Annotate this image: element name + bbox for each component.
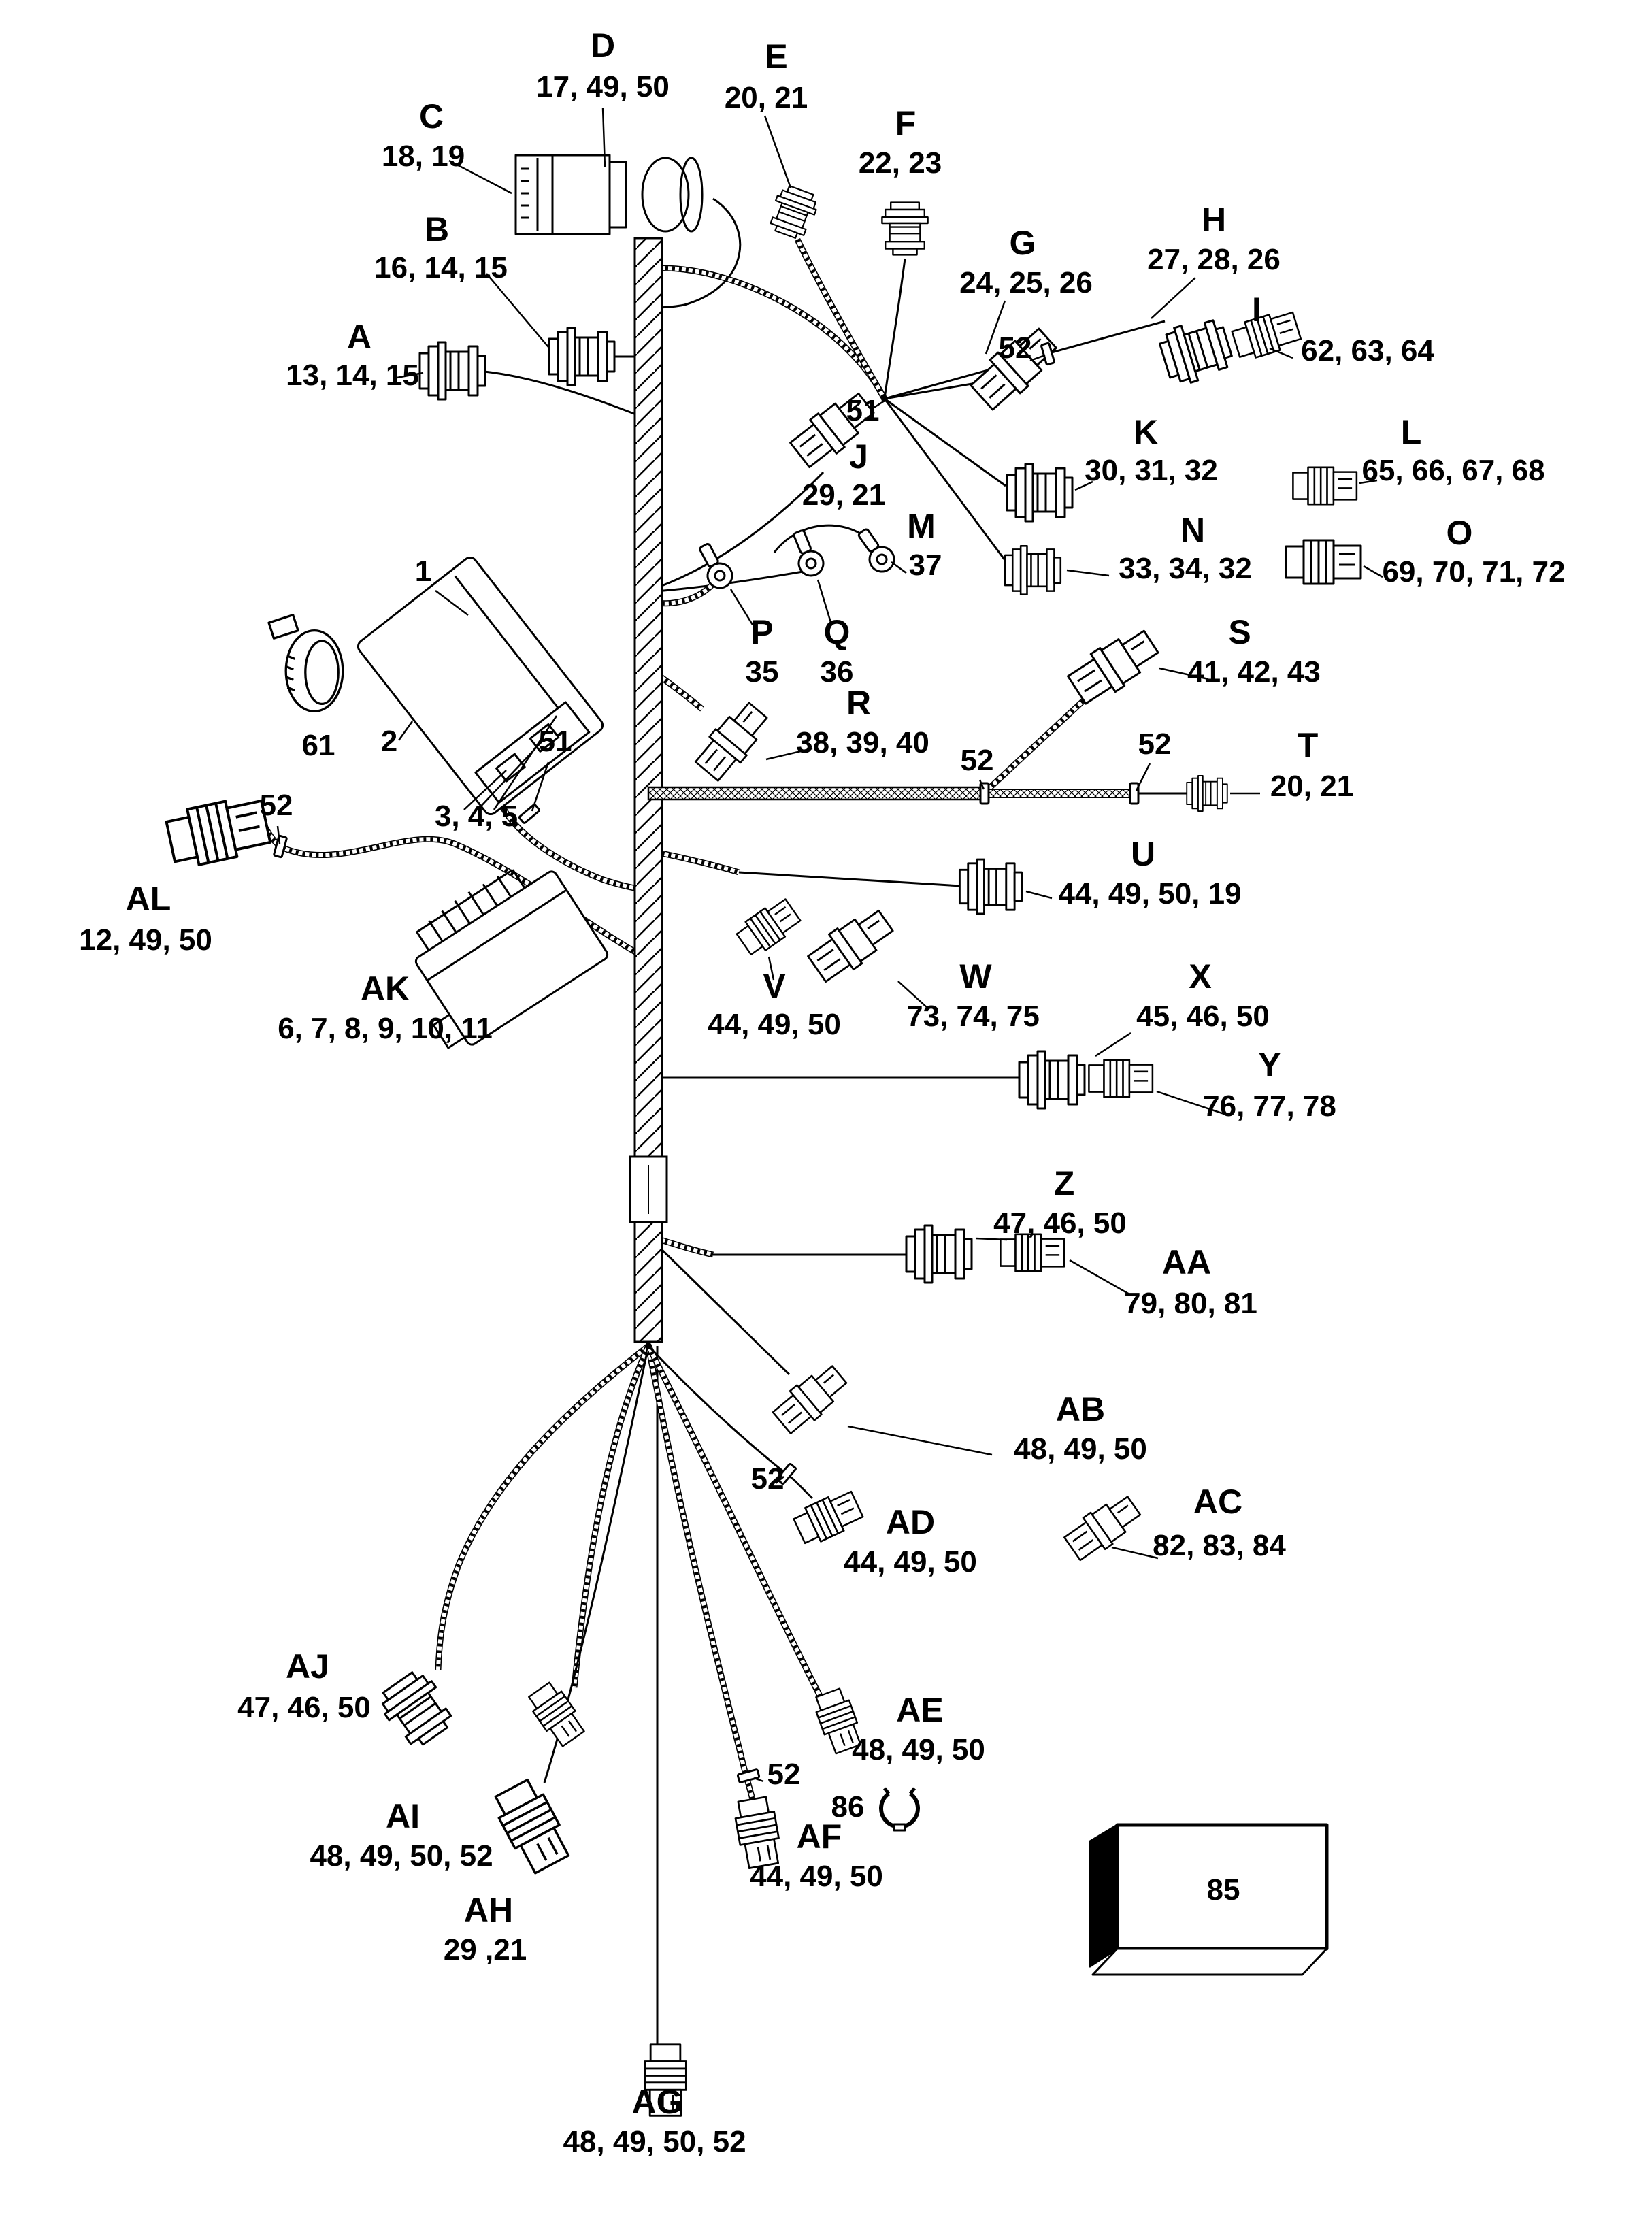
label-1: 1: [414, 555, 432, 588]
label-3-4-5: 3, 4, 5: [434, 800, 518, 833]
callout-AF-letter: AF: [796, 1817, 842, 1856]
callout-U-letter: U: [1130, 835, 1156, 873]
callout-V-numbers: 44, 49, 50: [708, 1008, 841, 1041]
fan-point: [645, 1343, 652, 1349]
connector-L: [1293, 467, 1357, 504]
callout-AC-numbers: 82, 83, 84: [1153, 1529, 1286, 1562]
callout-M-letter: M: [907, 507, 936, 545]
harness-band-thin: [985, 789, 1134, 797]
label-2: 2: [380, 725, 398, 758]
callout-AH-numbers: 29 ,21: [443, 1933, 527, 1966]
callout-M-numbers: 37: [908, 548, 942, 582]
callout-H-numbers: 27, 28, 26: [1147, 243, 1281, 276]
connector-A: [420, 342, 485, 399]
callout-AG-numbers: 48, 49, 50, 52: [563, 2125, 746, 2158]
label-52-af: 52: [767, 1758, 801, 1791]
callout-B-letter: B: [424, 210, 450, 248]
callout-AB-numbers: 48, 49, 50: [1014, 1432, 1147, 1466]
callout-E-letter: E: [765, 37, 788, 76]
label-51-relay: 51: [538, 725, 572, 758]
callout-AI-numbers: 48, 49, 50, 52: [310, 1839, 493, 1873]
label-85: 85: [1206, 1873, 1240, 1907]
connector-X: [1019, 1051, 1085, 1108]
callout-U-numbers: 44, 49, 50, 19: [1058, 877, 1242, 910]
callout-Y-numbers: 76, 77, 78: [1203, 1089, 1336, 1123]
label-61: 61: [301, 729, 335, 762]
callout-I-numbers: 62, 63, 64: [1301, 334, 1434, 367]
callout-AJ-numbers: 47, 46, 50: [237, 1691, 371, 1724]
connector-Y: [1089, 1060, 1153, 1097]
callout-O-numbers: 69, 70, 71, 72: [1382, 555, 1566, 589]
callout-B-numbers: 16, 14, 15: [374, 251, 508, 284]
callout-H-letter: H: [1201, 201, 1227, 239]
callout-C-letter: C: [418, 97, 444, 135]
label-51-junction: 51: [846, 394, 880, 427]
callout-R-letter: R: [846, 684, 872, 722]
callout-X-numbers: 45, 46, 50: [1136, 1000, 1270, 1033]
callout-R-numbers: 38, 39, 40: [796, 726, 929, 759]
callout-P-numbers: 35: [745, 655, 779, 689]
callout-P-letter: P: [750, 613, 774, 651]
callout-W-letter: W: [959, 957, 992, 995]
callout-N-numbers: 33, 34, 32: [1119, 552, 1252, 585]
callout-A-numbers: 13, 14, 15: [286, 359, 419, 392]
callout-AE-letter: AE: [896, 1691, 944, 1729]
callout-J-letter: J: [849, 438, 868, 476]
callout-V-letter: V: [763, 967, 786, 1005]
callout-E-numbers: 20, 21: [724, 81, 808, 114]
callout-S-numbers: 41, 42, 43: [1187, 655, 1321, 689]
callout-K-letter: K: [1133, 413, 1159, 451]
label-52-band-1: 52: [960, 744, 994, 777]
callout-C-numbers: 18, 19: [381, 139, 465, 173]
callout-F-letter: F: [895, 104, 916, 142]
callout-W-numbers: 73, 74, 75: [906, 1000, 1040, 1033]
callout-D-letter: D: [590, 27, 616, 65]
callout-Z-letter: Z: [1053, 1164, 1075, 1202]
callout-F-numbers: 22, 23: [858, 146, 942, 180]
label-52-g: 52: [998, 331, 1032, 365]
callout-L-numbers: 65, 66, 67, 68: [1361, 454, 1545, 487]
callout-G-numbers: 24, 25, 26: [959, 266, 1093, 299]
connector-N: [1005, 546, 1061, 594]
callout-AF-numbers: 44, 49, 50: [750, 1860, 883, 1893]
clamp-52-band-2: [1130, 783, 1138, 804]
callout-A-letter: A: [346, 318, 372, 356]
connector-U: [959, 859, 1021, 914]
callout-X-letter: X: [1189, 957, 1212, 995]
callout-I-letter: I: [1252, 291, 1261, 329]
callout-AH-letter: AH: [463, 1891, 514, 1929]
callout-Q-letter: Q: [823, 613, 850, 651]
connector-T: [1187, 776, 1227, 811]
callout-AI-letter: AI: [386, 1797, 420, 1835]
callout-AK-numbers: 6, 7, 8, 9, 10, 11: [278, 1012, 493, 1045]
callout-AA-numbers: 79, 80, 81: [1124, 1287, 1257, 1320]
label-52-ad: 52: [750, 1462, 784, 1496]
connector-K: [1007, 464, 1072, 521]
callout-AD-letter: AD: [885, 1503, 936, 1541]
callout-Q-numbers: 36: [820, 655, 854, 689]
callout-AD-numbers: 44, 49, 50: [844, 1545, 977, 1579]
callout-G-letter: G: [1009, 224, 1036, 262]
callout-T-letter: T: [1297, 726, 1319, 764]
callout-AC-letter: AC: [1193, 1483, 1243, 1521]
callout-T-numbers: 20, 21: [1270, 770, 1354, 803]
callout-AB-letter: AB: [1055, 1390, 1106, 1428]
callout-AJ-letter: AJ: [286, 1647, 329, 1685]
callout-Y-letter: Y: [1258, 1046, 1281, 1084]
callout-S-letter: S: [1228, 613, 1251, 651]
harness-band-thick: [648, 787, 983, 800]
callout-N-letter: N: [1180, 511, 1206, 549]
callout-AL-letter: AL: [125, 880, 171, 918]
connector-Z: [906, 1225, 972, 1283]
connector-C: [516, 155, 626, 234]
callout-Z-numbers: 47, 46, 50: [993, 1206, 1127, 1240]
label-52-band-2: 52: [1138, 727, 1172, 761]
callout-K-numbers: 30, 31, 32: [1085, 454, 1218, 487]
callout-J-numbers: 29, 21: [802, 478, 886, 512]
callout-AE-numbers: 48, 49, 50: [852, 1733, 985, 1766]
callout-AA-letter: AA: [1161, 1243, 1212, 1281]
connector-F: [882, 203, 927, 255]
label-86: 86: [831, 1790, 865, 1824]
callout-D-numbers: 17, 49, 50: [536, 70, 670, 103]
callout-O-letter: O: [1446, 514, 1473, 552]
label-52-al: 52: [259, 789, 293, 822]
connector-B: [549, 328, 614, 385]
callout-AL-numbers: 12, 49, 50: [79, 923, 212, 957]
connector-O: [1286, 540, 1361, 584]
callout-L-letter: L: [1400, 413, 1422, 451]
callout-AK-letter: AK: [360, 970, 410, 1008]
callout-AG-letter: AG: [631, 2083, 683, 2121]
